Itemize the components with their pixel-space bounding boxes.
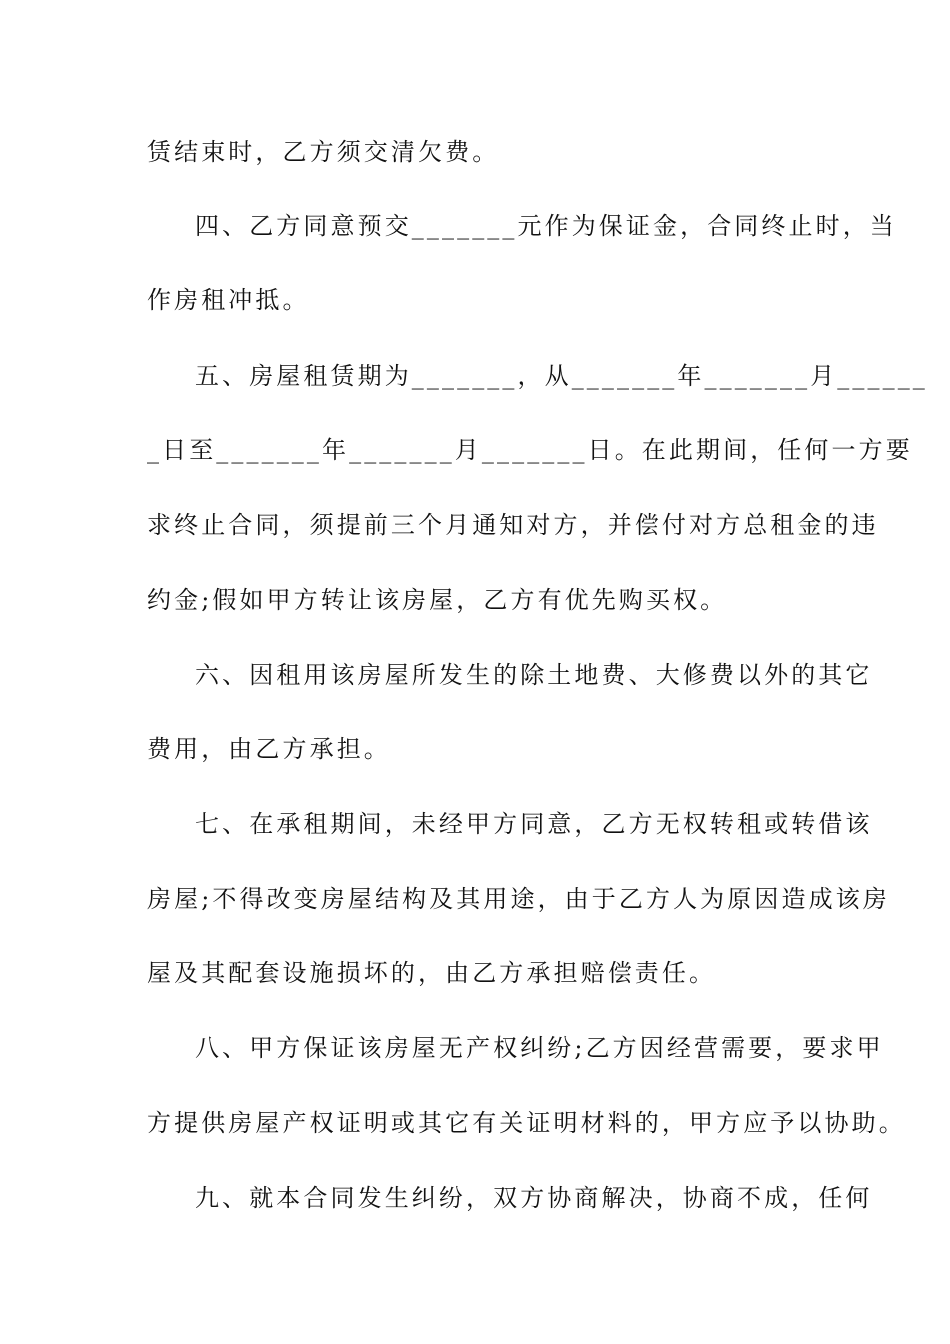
clause-9-line: 九、就本合同发生纠纷，双方协商解决，协商不成，任何 [195,1184,873,1212]
text-line: 约金;假如甲方转让该房屋，乙方有优先购买权。 [147,586,728,614]
text-line: 求终止合同，须提前三个月通知对方，并偿付对方总租金的违 [147,511,879,539]
clause-4-line: 四、乙方同意预交_______元作为保证金，合同终止时，当 [195,212,897,240]
text-line: 费用，由乙方承担。 [147,735,391,763]
text-line: 方提供房屋产权证明或其它有关证明材料的，甲方应予以协助。 [147,1109,906,1137]
clause-8-line: 八、甲方保证该房屋无产权纠纷;乙方因经营需要，要求甲 [195,1034,884,1062]
text-line: 作房租冲抵。 [147,286,310,314]
text-line: _日至_______年_______月_______日。在此期间，任何一方要 [147,436,913,464]
clause-5-line: 五、房屋租赁期为_______，从_______年_______月______ [195,362,928,390]
clause-7-line: 七、在承租期间，未经甲方同意，乙方无权转租或转借该 [195,810,873,838]
text-line: 屋及其配套设施损坏的，由乙方承担赔偿责任。 [147,959,717,987]
text-line: 赁结束时，乙方须交清欠费。 [147,138,500,166]
clause-6-line: 六、因租用该房屋所发生的除土地费、大修费以外的其它 [195,661,873,689]
text-line: 房屋;不得改变房屋结构及其用途，由于乙方人为原因造成该房 [147,885,890,913]
